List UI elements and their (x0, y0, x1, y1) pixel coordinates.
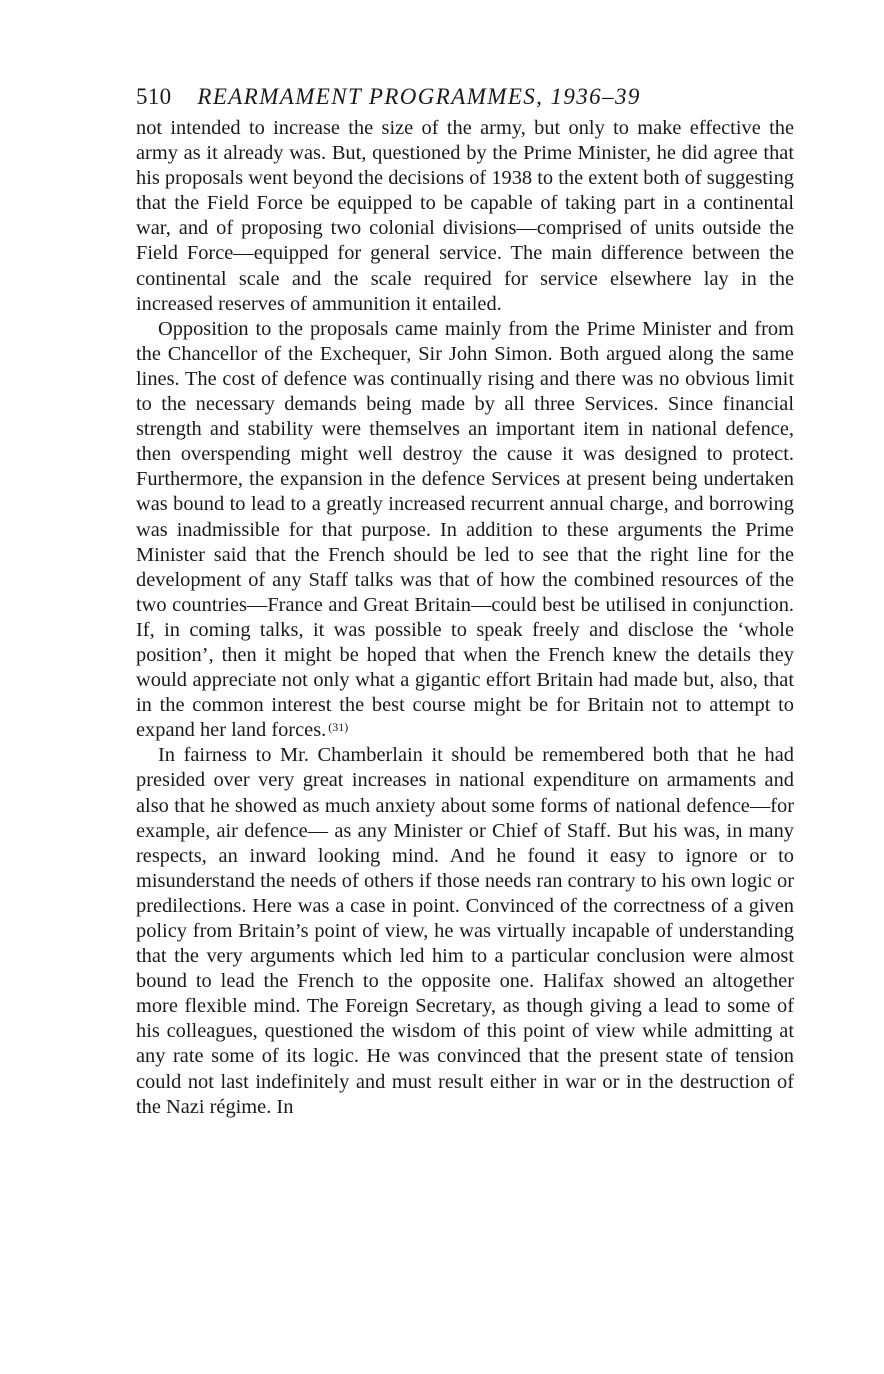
paragraph-continuation: not intended to increase the size of the army, but only to make effective the army as it already was. But, questioned by the Prime Minister, he did agree that his proposals went beyond the decisions of 1938 to the extent both of suggesting that the Field Force be equipped to be capable of taking part in a continental war, and of proposing two colonial divisions—comprised of units outside the Field Force—equipped for general service. The main difference between the continental scale and the scale required for service elsewhere lay in the increased reserves of ammunition it entailed. (136, 117, 794, 315)
page-number: 510 (136, 84, 172, 109)
running-head (136, 82, 794, 116)
footnote-reference: (31) (328, 720, 349, 735)
book-page (136, 82, 794, 1120)
paragraph-opposition-text: Opposition to the proposals came mainly from the Prime Minister and from the Chancellor of the Exchequer, Sir John Simon. Both argued along the same lines. The cost of defence was continually rising and there was no obvious limit to the necessary demands being made by all three Services. Since financial strength and stability were themselves an important item in national defence, then overspending might well destroy the cause it was designed to protect. Furthermore, the expansion in the defence Services at present being undertaken was bound to lead to a greatly increased recurrent annual charge, and borrowing was inadmissible for that purpose. In addition to these arguments the Prime Minister said that the French should be led to see that the right line for the development of any Staff talks was that of how the combined resources of the two countries—France and Great Britain—could best be utilised in conjunction. If, in coming talks, it was possible to speak freely and disclose the ‘whole position’, then it might be hoped that when the French knew the details they would appreciate not only what a gigantic effort Britain had made but, also, that in the common interest the best course might be for Britain not to attempt to expand her land forces. (136, 317, 794, 742)
paragraph-opposition (136, 317, 794, 744)
paragraph-chamberlain: In fairness to Mr. Chamberlain it should be remembered both that he had presided over very great increases in national expenditure on armaments and also that he showed as much anxiety about some forms of national defence—for example, air defence— as any Minister or Chief of Staff. But his was, in many respects, an inward looking mind. And he found it easy to ignore or to misunderstand the needs of others if those needs ran contrary to his own logic or predilections. Here was a case in point. Convinced of the correctness of a given policy from Britain’s point of view, he was virtually incapable of understanding that the very arguments which led him to a particular conclusion were almost bound to lead the French to the opposite one. Halifax showed an altogether more flexible mind. The Foreign Secretary, as though giving a lead to some of his colleagues, questioned the wisdom of this point of view while admitting at any rate some of its logic. He was convinced that the present state of tension could not last indefinitely and must result either in war or in the destruction of the Nazi régime. In (136, 744, 794, 1118)
body-text (136, 116, 794, 1120)
running-title: REARMAMENT PROGRAMMES, 1936–39 (197, 84, 641, 109)
